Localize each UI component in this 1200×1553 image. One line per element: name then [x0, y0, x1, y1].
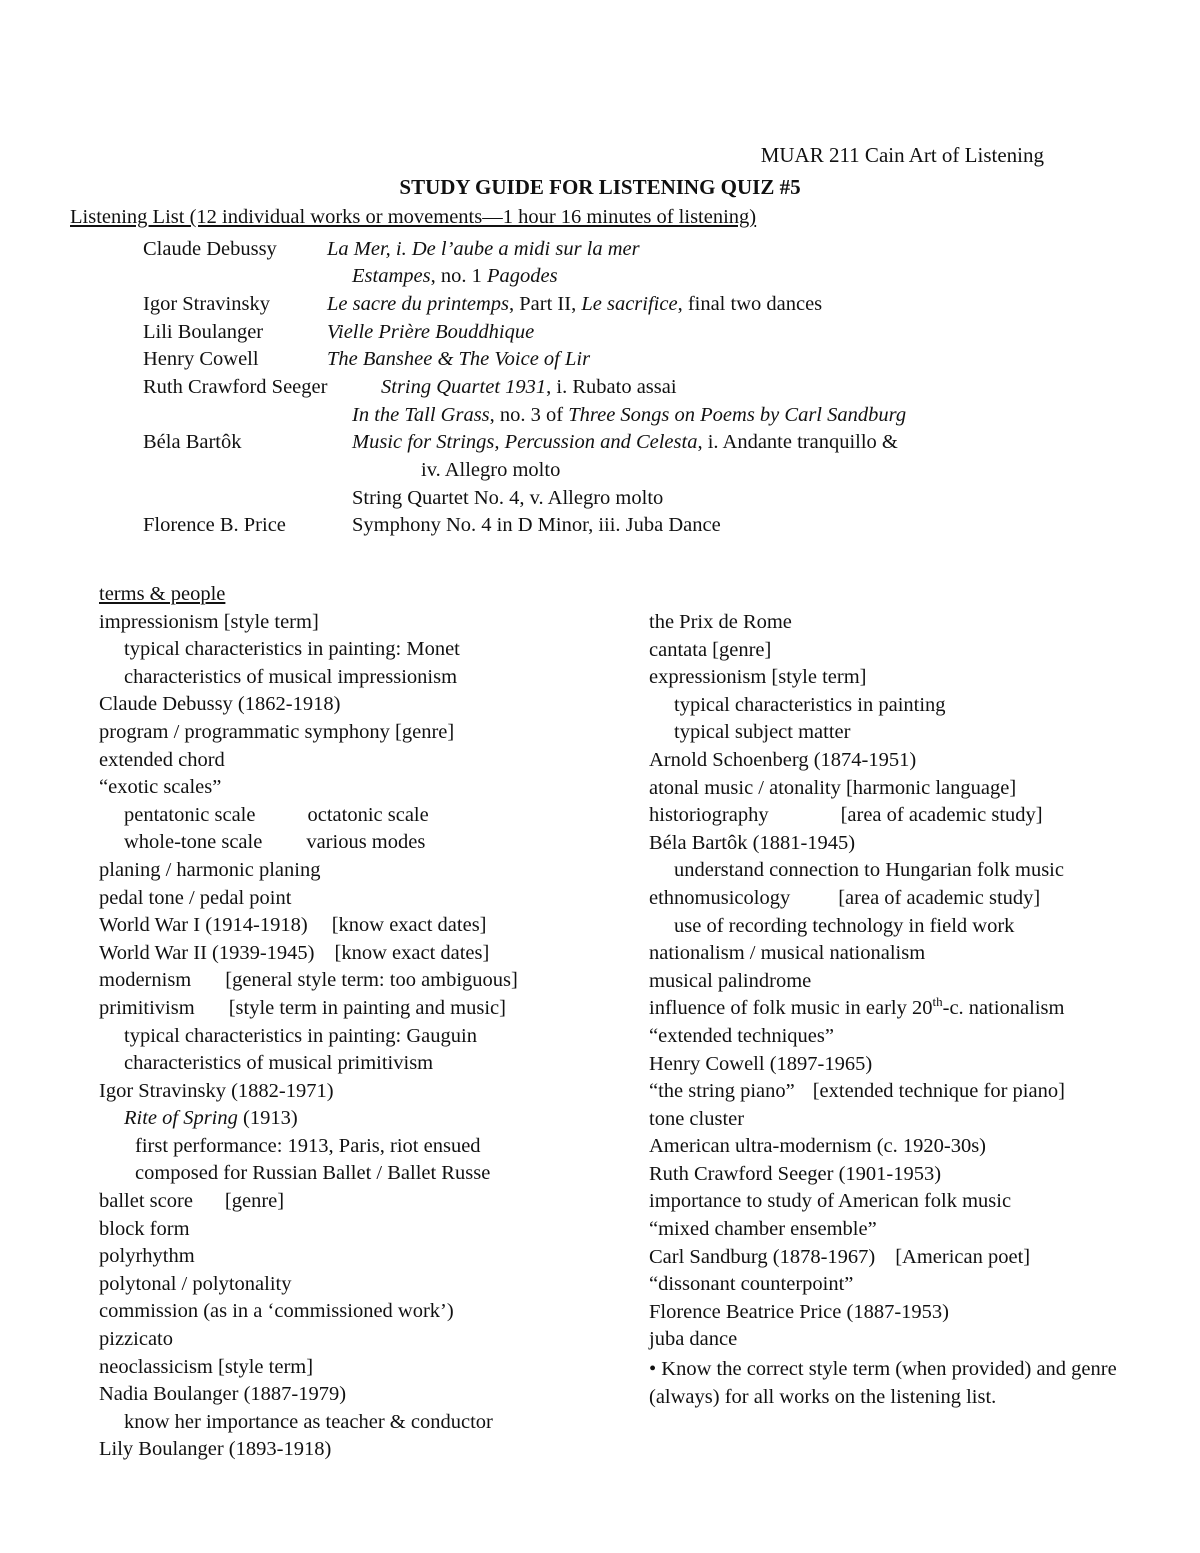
term-item: the Prix de Rome: [649, 611, 792, 633]
term-item: Henry Cowell (1897-1965): [649, 1052, 873, 1075]
term-item: expressionism [style term]: [649, 666, 867, 689]
work-title-part: , i. Andante tranquillo &: [697, 431, 898, 453]
work-title-part: Music for Strings, Percussion and Celesta: [352, 431, 698, 453]
term-item: [99, 940, 518, 968]
term-item: block form: [99, 1217, 190, 1240]
work-title-part: , final two dances: [677, 293, 823, 315]
work-title: [381, 373, 677, 401]
term-annotation: [genre]: [224, 1190, 285, 1213]
page-title: STUDY GUIDE FOR LISTENING QUIZ #5: [399, 175, 801, 199]
work-title-part: Estampes: [352, 265, 431, 287]
term-annotation: (1913): [237, 1107, 298, 1130]
composer-name: Henry Cowell: [143, 348, 259, 370]
term-annotation: [know exact dates]: [331, 914, 487, 937]
term-item: juba dance: [649, 1328, 738, 1351]
term-item: characteristics of musical primitivism: [124, 1052, 434, 1075]
course-header: MUAR 211 Cain Art of Listening: [760, 143, 1044, 167]
work-title: [352, 262, 558, 290]
term-annotation: [American poet]: [895, 1245, 1031, 1268]
term-annotation: [area of academic study]: [840, 804, 1043, 827]
superscript: th: [932, 994, 943, 1010]
term-item: composed for Russian Ballet / Ballet Russe: [135, 1162, 491, 1185]
term-item: neoclassicism [style term]: [99, 1355, 314, 1378]
work-title-part: Vielle Prière Bouddhique: [327, 321, 535, 343]
term-item: [649, 995, 1139, 1023]
work-title-part: , Part II,: [509, 293, 582, 315]
work-title-part: , no. 1: [430, 265, 487, 287]
term-item: impressionism [style term]: [99, 610, 319, 633]
term-item: planing / harmonic planing: [99, 858, 321, 881]
work-title-part: Symphony No. 4 in D Minor, iii. Juba Dance: [352, 514, 721, 536]
term-item: [649, 802, 1139, 830]
composer-name: Béla Bartôk: [143, 431, 242, 453]
term-annotation: [general style term: too ambiguous]: [225, 969, 518, 992]
term-item: know her importance as teacher & conductor: [124, 1410, 493, 1433]
term-item: nationalism / musical nationalism: [649, 942, 926, 965]
listening-list-heading: Listening List (12 individual works or movements—1 hour 16 minutes of listening): [70, 206, 757, 228]
term-item: Lily Boulanger (1893-1918): [99, 1438, 332, 1461]
work-title: [421, 456, 560, 484]
term-label: ethnomusicology: [649, 886, 791, 909]
work-title: [352, 484, 663, 512]
term-item: “exotic scales”: [99, 776, 222, 799]
term-item: typical characteristics in painting: Monet: [124, 638, 460, 661]
work-title-part: , no. 3 of: [489, 404, 569, 426]
term-item: [99, 912, 518, 940]
work-title-part: In the Tall Grass: [352, 404, 490, 426]
term-item: atonal music / atonality [harmonic language]: [649, 776, 1017, 799]
term-item: characteristics of musical impressionism: [124, 665, 458, 688]
term-item: “dissonant counterpoint”: [649, 1273, 854, 1296]
composer-name: Igor Stravinsky: [143, 293, 270, 315]
term-annotation: octatonic scale: [307, 803, 429, 826]
term-item: Florence Beatrice Price (1887-1953): [649, 1300, 949, 1323]
term-item: [99, 802, 518, 830]
term-item: polytonal / polytonality: [99, 1272, 292, 1295]
term-label: World War II (1939-1945): [99, 941, 315, 964]
term-label: pentatonic scale: [124, 803, 256, 826]
term-item: tone cluster: [649, 1107, 745, 1130]
term-item: understand connection to Hungarian folk music: [674, 859, 1064, 882]
term-item: [99, 967, 518, 995]
term-label: ballet score: [99, 1190, 193, 1213]
terms-right-column: [649, 609, 1139, 1411]
work-title: [352, 428, 898, 456]
work-title-part: De l’aube a midi sur la mer: [411, 238, 640, 260]
term-item: polyrhythm: [99, 1245, 195, 1268]
work-title: [352, 401, 906, 429]
composer-name: Ruth Crawford Seeger: [143, 376, 328, 398]
term-item: [649, 1244, 1139, 1272]
term-annotation: [know exact dates]: [334, 941, 490, 964]
work-title-part: Le sacre du printemps: [327, 293, 510, 315]
work-title: [327, 235, 640, 263]
term-item: [99, 1105, 518, 1133]
term-annotation: various modes: [306, 831, 426, 854]
terms-heading: terms & people: [99, 583, 226, 605]
term-item: typical characteristics in painting: Gauguin: [124, 1024, 477, 1047]
term-item: typical characteristics in painting: [674, 693, 946, 716]
study-note: • Know the correct style term (when provided) and genre (always) for all works on the listening list.: [649, 1358, 1117, 1408]
term-label: Rite of Spring: [124, 1107, 238, 1130]
work-title-part: La Mer: [327, 238, 386, 260]
term-item: [649, 1078, 1139, 1106]
term-annotation: [style term in painting and music]: [228, 996, 506, 1019]
term-item: [649, 885, 1139, 913]
work-title-part: , i. Rubato assai: [546, 376, 677, 398]
composer-name: Claude Debussy: [143, 238, 277, 260]
work-title-part: iv. Allegro molto: [421, 459, 561, 481]
term-item: [99, 1188, 518, 1216]
term-label: primitivism: [99, 996, 195, 1019]
term-item: Igor Stravinsky (1882-1971): [99, 1079, 334, 1102]
term-annotation: [extended technique for piano]: [812, 1080, 1065, 1103]
work-title-part: String Quartet 1931: [381, 376, 547, 398]
term-label: whole-tone scale: [124, 831, 263, 854]
work-title-part: Three Songs on Poems by Carl Sandburg: [568, 404, 907, 426]
term-item: program / programmatic symphony [genre]: [99, 720, 455, 743]
term-item: Claude Debussy (1862-1918): [99, 693, 341, 716]
term-item: musical palindrome: [649, 969, 812, 992]
term-item: use of recording technology in field work: [674, 914, 1015, 937]
term-label: influence of folk music in early 20: [649, 997, 933, 1020]
term-annotation: -c. nationalism: [942, 997, 1065, 1020]
term-item: cantata [genre]: [649, 638, 772, 661]
term-label: historiography: [649, 804, 769, 827]
term-item: commission (as in a ‘commissioned work’): [99, 1300, 454, 1323]
term-item: first performance: 1913, Paris, riot ensued: [135, 1134, 481, 1157]
term-item: American ultra-modernism (c. 1920-30s): [649, 1135, 987, 1158]
term-item: “mixed chamber ensemble”: [649, 1218, 877, 1241]
term-label: Carl Sandburg (1878-1967): [649, 1245, 876, 1268]
term-item: Nadia Boulanger (1887-1979): [99, 1383, 347, 1406]
terms-left-column: [99, 581, 518, 1464]
term-item: pizzicato: [99, 1328, 173, 1351]
term-item: [99, 829, 518, 857]
term-item: typical subject matter: [674, 721, 851, 744]
term-item: Ruth Crawford Seeger (1901-1953): [649, 1162, 942, 1185]
term-item: importance to study of American folk music: [649, 1190, 1012, 1213]
term-annotation: [area of academic study]: [838, 886, 1041, 909]
work-title: [352, 511, 721, 539]
work-title-part: Le sacrifice: [581, 293, 678, 315]
term-item: “extended techniques”: [649, 1024, 834, 1047]
work-title-part: , i.: [385, 238, 412, 260]
term-item: Arnold Schoenberg (1874-1951): [649, 748, 917, 771]
term-item: Béla Bartôk (1881-1945): [649, 831, 856, 854]
term-item: pedal tone / pedal point: [99, 886, 292, 909]
work-title: [327, 318, 534, 346]
term-label: World War I (1914-1918): [99, 914, 308, 937]
composer-name: Florence B. Price: [143, 514, 286, 536]
work-title: [327, 290, 822, 318]
term-label: modernism: [99, 969, 192, 992]
term-label: “the string piano”: [649, 1080, 795, 1103]
work-title: [327, 345, 590, 373]
work-title-part: Pagodes: [486, 265, 558, 287]
term-item: extended chord: [99, 748, 225, 771]
work-title-part: String Quartet No. 4, v. Allegro molto: [352, 487, 664, 509]
composer-name: Lili Boulanger: [143, 321, 264, 343]
term-item: [99, 995, 518, 1023]
work-title-part: The Banshee & The Voice of Lir: [327, 348, 591, 370]
